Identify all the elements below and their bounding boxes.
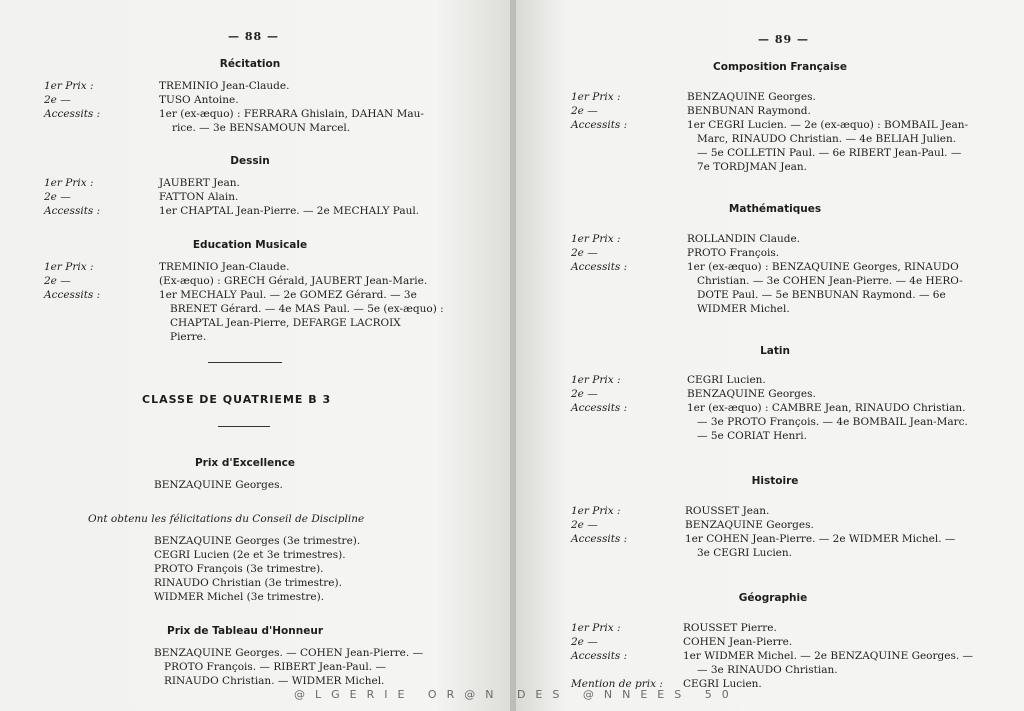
label-accessits: Accessits : (571, 402, 628, 414)
section-title-geographie: Géographie (738, 592, 808, 604)
prize-line: TUSO Antoine. (159, 94, 239, 106)
prize-line: 3e CEGRI Lucien. (697, 547, 792, 559)
prize-line: 1er (ex-æquo) : BENZAQUINE Georges, RINAUDO (687, 261, 959, 273)
label-first-prize: 1er Prix : (44, 177, 94, 189)
prize-line: — 3e RINAUDO Christian. (697, 664, 838, 676)
label-first-prize: 1er Prix : (571, 505, 621, 517)
section-divider (208, 362, 282, 363)
prize-line: BENZAQUINE Georges (3e trimestre). (154, 535, 361, 547)
label-first-prize: 1er Prix : (44, 80, 94, 92)
label-accessits: Accessits : (571, 119, 628, 131)
prize-line: Pierre. (170, 331, 207, 343)
prize-line: BENZAQUINE Georges. (687, 388, 816, 400)
label-first-prize: 1er Prix : (44, 261, 94, 273)
prize-line: FATTON Alain. (159, 191, 239, 203)
section-title-tableau: Prix de Tableau d'Honneur (167, 625, 323, 637)
prize-line: TREMINIO Jean-Claude. (159, 261, 290, 273)
label-second-prize: 2e — (44, 275, 71, 287)
label-second-prize: 2e — (571, 247, 598, 259)
prize-line: TREMINIO Jean-Claude. (159, 80, 290, 92)
label-first-prize: 1er Prix : (571, 91, 621, 103)
label-second-prize: 2e — (44, 94, 71, 106)
prize-line: BENZAQUINE Georges. — COHEN Jean-Pierre. — (154, 647, 424, 659)
label-accessits: Accessits : (571, 650, 628, 662)
prize-line: CEGRI Lucien (2e et 3e trimestres). (154, 549, 346, 561)
label-accessits: Accessits : (571, 533, 628, 545)
left-page-number: — 88 — (228, 30, 279, 43)
prize-line: 1er WIDMER Michel. — 2e BENZAQUINE Georges. — (683, 650, 974, 662)
label-accessits: Accessits : (44, 108, 101, 120)
felicitations-title: Ont obtenu les félicitations du Conseil de Discipline (88, 513, 365, 525)
prize-line: — 5e CORIAT Henri. (697, 430, 807, 442)
prize-line: BENBUNAN Raymond. (687, 105, 811, 117)
prize-line: 7e TORDJMAN Jean. (697, 161, 808, 173)
prize-line: 1er (ex-æquo) : FERRARA Ghislain, DAHAN Mau- (159, 108, 424, 120)
section-title-excellence: Prix d'Excellence (194, 457, 296, 469)
section-title-mathematiques: Mathématiques (728, 203, 822, 215)
prize-line: BRENET Gérard. — 4e MAS Paul. — 5e (ex-æquo) : (170, 303, 444, 315)
right-page-number: — 89 — (758, 33, 809, 46)
prize-line: RINAUDO Christian. — WIDMER Michel. (164, 675, 385, 687)
prize-line: 1er MECHALY Paul. — 2e GOMEZ Gérard. — 3e (159, 289, 417, 301)
prize-line: (Ex-æquo) : GRECH Gérald, JAUBERT Jean-Marie. (159, 275, 428, 287)
prize-line: CEGRI Lucien. (683, 678, 762, 690)
prize-line: ROUSSET Pierre. (683, 622, 777, 634)
section-title-composition: Composition Française (713, 61, 847, 73)
prize-line: BENZAQUINE Georges. (154, 479, 283, 491)
label-accessits: Accessits : (571, 261, 628, 273)
prize-line: Christian. — 3e COHEN Jean-Pierre. — 4e HERO- (697, 275, 963, 287)
prize-line: JAUBERT Jean. (159, 177, 240, 189)
prize-line: 1er CHAPTAL Jean-Pierre. — 2e MECHALY Paul. (159, 205, 420, 217)
label-accessits: Accessits : (44, 205, 101, 217)
label-second-prize: 2e — (571, 388, 598, 400)
prize-line: CEGRI Lucien. (687, 374, 766, 386)
label-second-prize: 2e — (44, 191, 71, 203)
label-second-prize: 2e — (571, 519, 598, 531)
section-divider (218, 426, 270, 427)
prize-line: Marc, RINAUDO Christian. — 4e BELIAH Julien. (697, 133, 957, 145)
prize-line: DOTE Paul. — 5e BENBUNAN Raymond. — 6e (697, 289, 946, 301)
prize-line: WIDMER Michel (3e trimestre). (154, 591, 325, 603)
prize-line: — 3e PROTO François. — 4e BOMBAIL Jean-Marc. (697, 416, 968, 428)
section-title-histoire: Histoire (751, 475, 799, 487)
prize-line: — 5e COLLETIN Paul. — 6e RIBERT Jean-Paul. — (697, 147, 962, 159)
prize-line: PROTO François (3e trimestre). (154, 563, 324, 575)
label-mention: Mention de prix : (571, 678, 663, 690)
class-title: CLASSE DE QUATRIEME B 3 (142, 393, 332, 406)
label-second-prize: 2e — (571, 105, 598, 117)
label-second-prize: 2e — (571, 636, 598, 648)
prize-line: COHEN Jean-Pierre. (683, 636, 793, 648)
prize-line: RINAUDO Christian (3e trimestre). (154, 577, 342, 589)
prize-line: 1er COHEN Jean-Pierre. — 2e WIDMER Michel. — (685, 533, 956, 545)
watermark: @LGERIE OR@N DES @NNEES 50 (294, 688, 739, 701)
prize-line: PROTO François. (687, 247, 780, 259)
label-first-prize: 1er Prix : (571, 374, 621, 386)
section-title-recitation: Récitation (219, 58, 281, 70)
prize-line: 1er CEGRI Lucien. — 2e (ex-æquo) : BOMBAIL Jean- (687, 119, 969, 131)
prize-line: BENZAQUINE Georges. (685, 519, 814, 531)
label-first-prize: 1er Prix : (571, 233, 621, 245)
label-accessits: Accessits : (44, 289, 101, 301)
section-title-education-musicale: Education Musicale (192, 239, 308, 251)
label-first-prize: 1er Prix : (571, 622, 621, 634)
section-title-latin: Latin (760, 345, 790, 357)
prize-line: BENZAQUINE Georges. (687, 91, 816, 103)
prize-line: ROUSSET Jean. (685, 505, 770, 517)
prize-line: CHAPTAL Jean-Pierre, DEFARGE LACROIX (170, 317, 401, 329)
prize-line: WIDMER Michel. (697, 303, 790, 315)
prize-line: rice. — 3e BENSAMOUN Marcel. (172, 122, 351, 134)
prize-line: PROTO François. — RIBERT Jean-Paul. — (164, 661, 386, 673)
section-title-dessin: Dessin (230, 155, 270, 167)
prize-line: 1er (ex-æquo) : CAMBRE Jean, RINAUDO Christian. (687, 402, 966, 414)
prize-line: ROLLANDIN Claude. (687, 233, 801, 245)
